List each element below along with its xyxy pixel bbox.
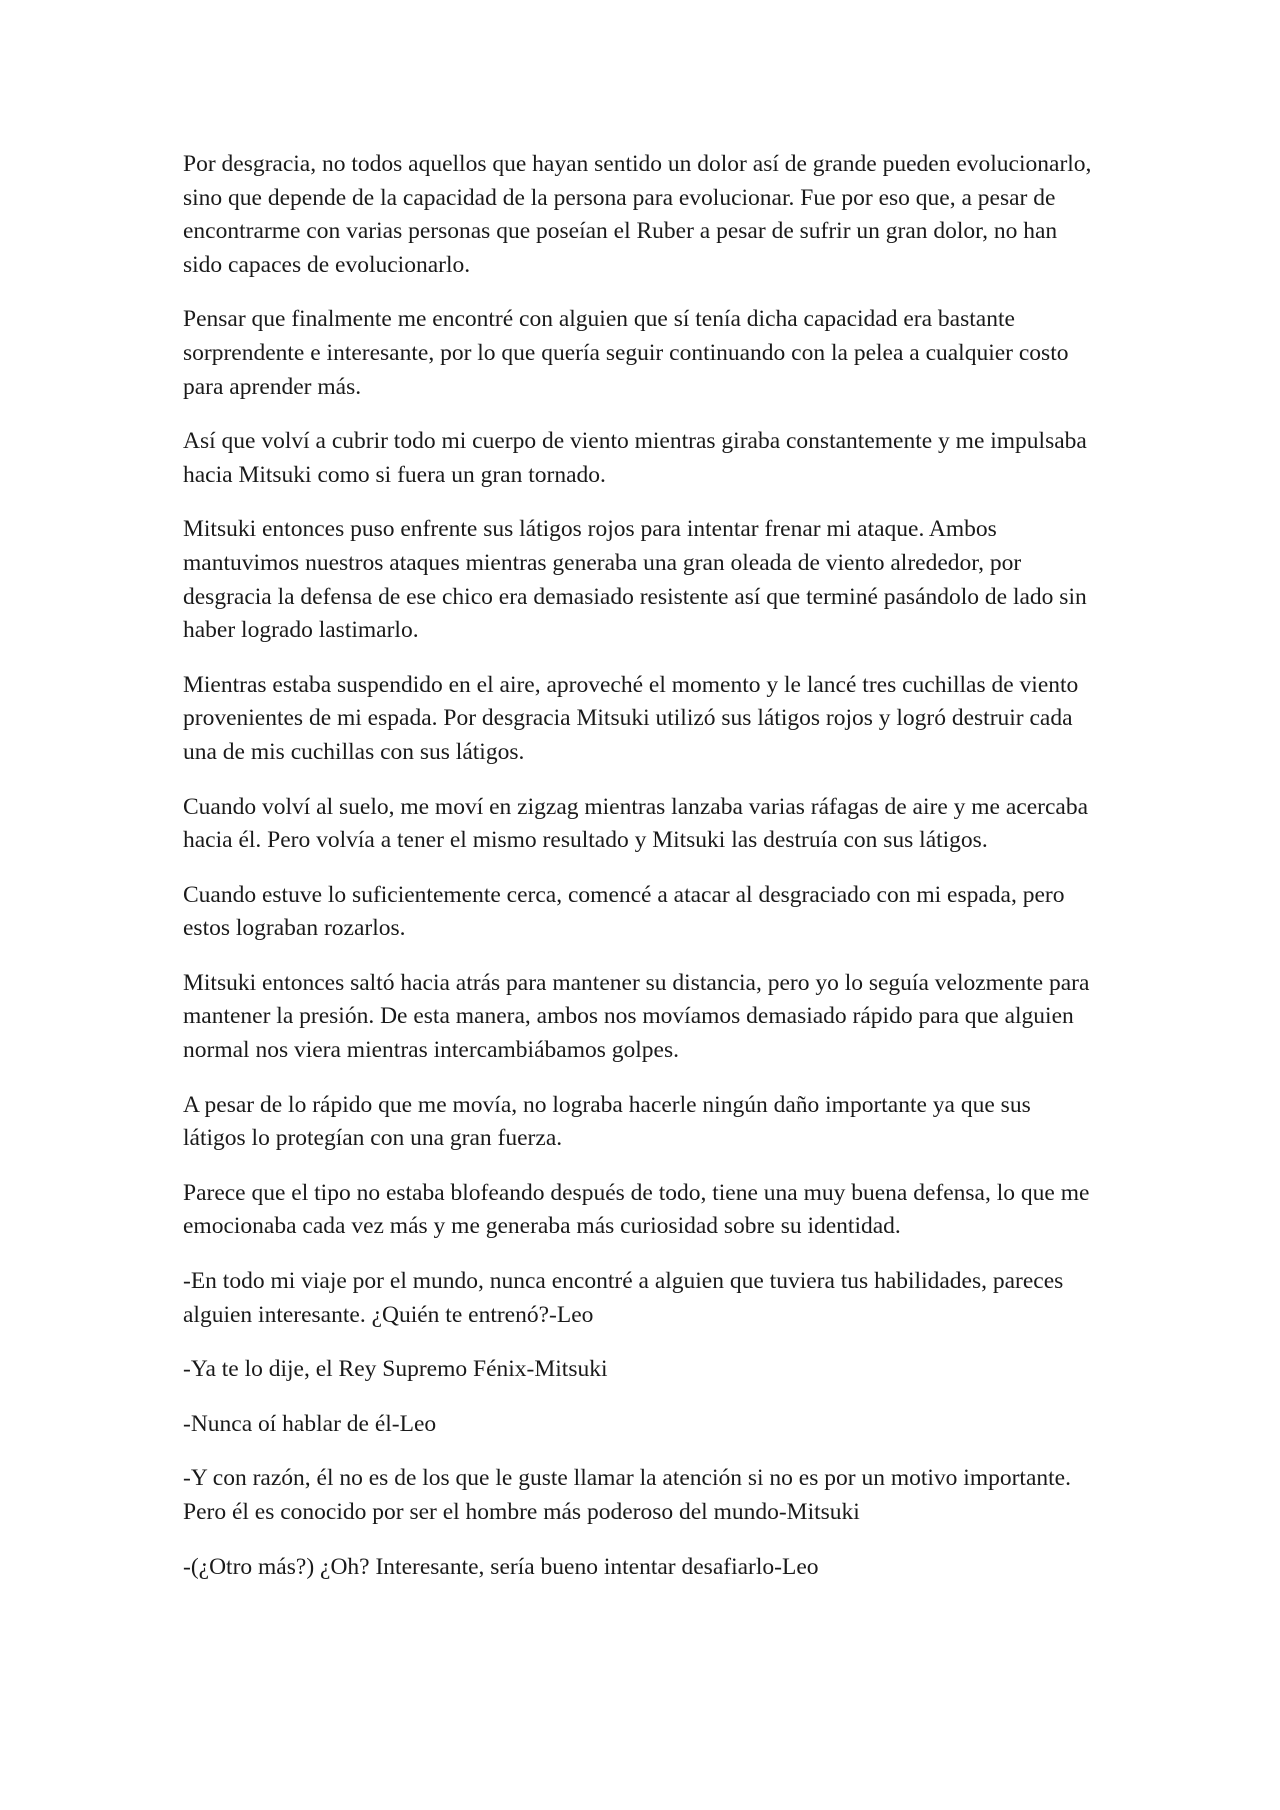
paragraph: Cuando volví al suelo, me moví en zigzag mientras lanzaba varias ráfagas de aire y me acercaba hacia él. Pero volvía a tener el mismo resultado y Mitsuki las destruía con sus látigos. (183, 793, 1089, 854)
dialogue-line: -(¿Otro más?) ¿Oh? Interesante, sería bueno intentar desafiarlo-Leo (183, 1553, 819, 1580)
paragraph: Parece que el tipo no estaba blofeando después de todo, tiene una muy buena defensa, lo que me emocionaba cada vez más y me generaba más curiosidad sobre su identidad. (183, 1179, 1090, 1240)
dialogue-line: -Y con razón, él no es de los que le guste llamar la atención si no es por un motivo importante. Pero él es conocido por ser el hombre más poderoso del mundo-Mitsuki (183, 1465, 1071, 1525)
paragraph: Así que volví a cubrir todo mi cuerpo de viento mientras giraba constantemente y me impulsaba hacia Mitsuki como si fuera un gran tornado. (183, 428, 1087, 488)
document-page (183, 148, 1098, 1605)
dialogue-line: -Nunca oí hablar de él-Leo (183, 1410, 437, 1437)
paragraph: Cuando estuve lo suficientemente cerca, comencé a atacar al desgraciado con mi espada, pero estos lograban rozarlos. (183, 881, 1065, 942)
dialogue-line: -En todo mi viaje por el mundo, nunca encontré a alguien que tuviera tus habilidades, pareces alguien interesante. ¿Quién te entrenó?-Leo (183, 1268, 1064, 1328)
paragraph: Mitsuki entonces puso enfrente sus látigos rojos para intentar frenar mi ataque. Ambos mantuvimos nuestros ataques mientras generaba una gran oleada de viento alrededor, por desgracia la defensa de ese chico era demasiado resistente así que terminé pasándolo de lado sin haber logrado lastimarlo. (183, 516, 1087, 644)
dialogue-line: -Ya te lo dije, el Rey Supremo Fénix-Mitsuki (183, 1356, 608, 1383)
paragraph: A pesar de lo rápido que me movía, no lograba hacerle ningún daño importante ya que sus látigos lo protegían con una gran fuerza. (183, 1091, 1031, 1152)
paragraph: Mientras estaba suspendido en el aire, aproveché el momento y le lancé tres cuchillas de viento provenientes de mi espada. Por desgracia Mitsuki utilizó sus látigos rojos y logró destruir cada una de mis cuchillas con sus látigos. (183, 671, 1079, 765)
paragraph: Por desgracia, no todos aquellos que hayan sentido un dolor así de grande pueden evolucionarlo, sino que depende de la capacidad de la persona para evolucionar. Fue por eso que, a pesar de encontrarme con varias personas que poseían el Ruber a pesar de sufrir un gran dolor, no han sido capaces de evolucionarlo. (183, 151, 1092, 278)
paragraph: Pensar que finalmente me encontré con alguien que sí tenía dicha capacidad era bastante sorprendente e interesante, por lo que quería seguir continuando con la pelea a cualquier costo para aprender más. (183, 306, 1069, 400)
paragraph: Mitsuki entonces saltó hacia atrás para mantener su distancia, pero yo lo seguía velozmente para mantener la presión. De esta manera, ambos nos movíamos demasiado rápido para que alguien normal nos viera mientras intercambiábamos golpes. (183, 969, 1090, 1064)
